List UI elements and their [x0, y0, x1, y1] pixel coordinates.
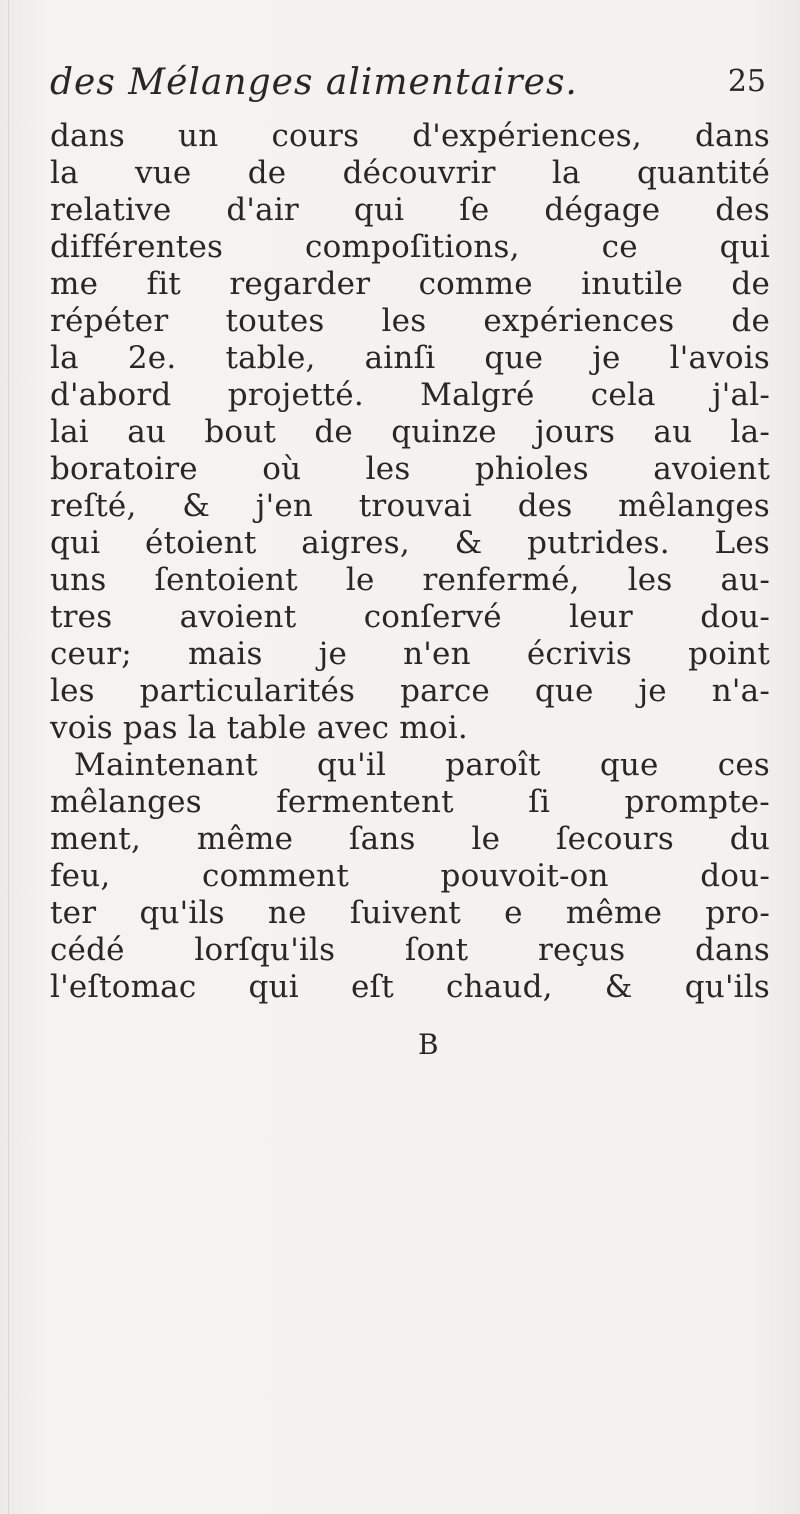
text-line: ceur; mais je n'en écrivis point [50, 636, 770, 672]
text-line: différentes compoſitions, ce qui [50, 229, 770, 265]
text-line: répéter toutes les expériences de [50, 303, 770, 339]
text-line: ment, même ſans le ſecours du [50, 821, 770, 857]
text-line: l'eſtomac qui eſt chaud, & qu'ils [50, 969, 770, 1005]
text-line: cédé lorſqu'ils ſont reçus dans [50, 932, 770, 968]
running-head [50, 52, 766, 122]
body-text [50, 118, 770, 1006]
text-line: feu, comment pouvoit-on dou- [50, 858, 770, 894]
text-line: relative d'air qui ſe dégage des [50, 192, 770, 228]
text-line: me fit regarder comme inutile de [50, 266, 770, 302]
text-line: dans un cours d'expériences, dans [50, 118, 770, 154]
signature-mark: B [418, 1028, 439, 1061]
text-line: mêlanges fermentent ſi prompte- [50, 784, 770, 820]
text-line: les particularités parce que je n'a- [50, 673, 770, 709]
text-line: vois pas la table avec moi. [50, 710, 468, 746]
text-line: la 2e. table, ainſi que je l'avois [50, 340, 770, 376]
text-line: qui étoient aigres, & putrides. Les [50, 525, 770, 561]
text-line: uns ſentoient le renfermé, les au- [50, 562, 770, 598]
page-edge [8, 0, 9, 1514]
text-line: tres avoient conſervé leur dou- [50, 599, 770, 635]
text-line: reſté, & j'en trouvai des mêlanges [50, 488, 770, 524]
text-line: d'abord projetté. Malgré cela j'al- [50, 377, 770, 413]
text-line: lai au bout de quinze jours au la- [50, 414, 770, 450]
text-line: Maintenant qu'il paroît que ces [74, 747, 770, 783]
text-line: boratoire où les phioles avoient [50, 451, 770, 487]
text-line: ter qu'ils ne ſuivent e même pro- [50, 895, 770, 931]
page-number: 25 [727, 64, 766, 99]
text-line: la vue de découvrir la quantité [50, 155, 770, 191]
running-head-title: des Mélanges alimentaires. [50, 62, 578, 103]
